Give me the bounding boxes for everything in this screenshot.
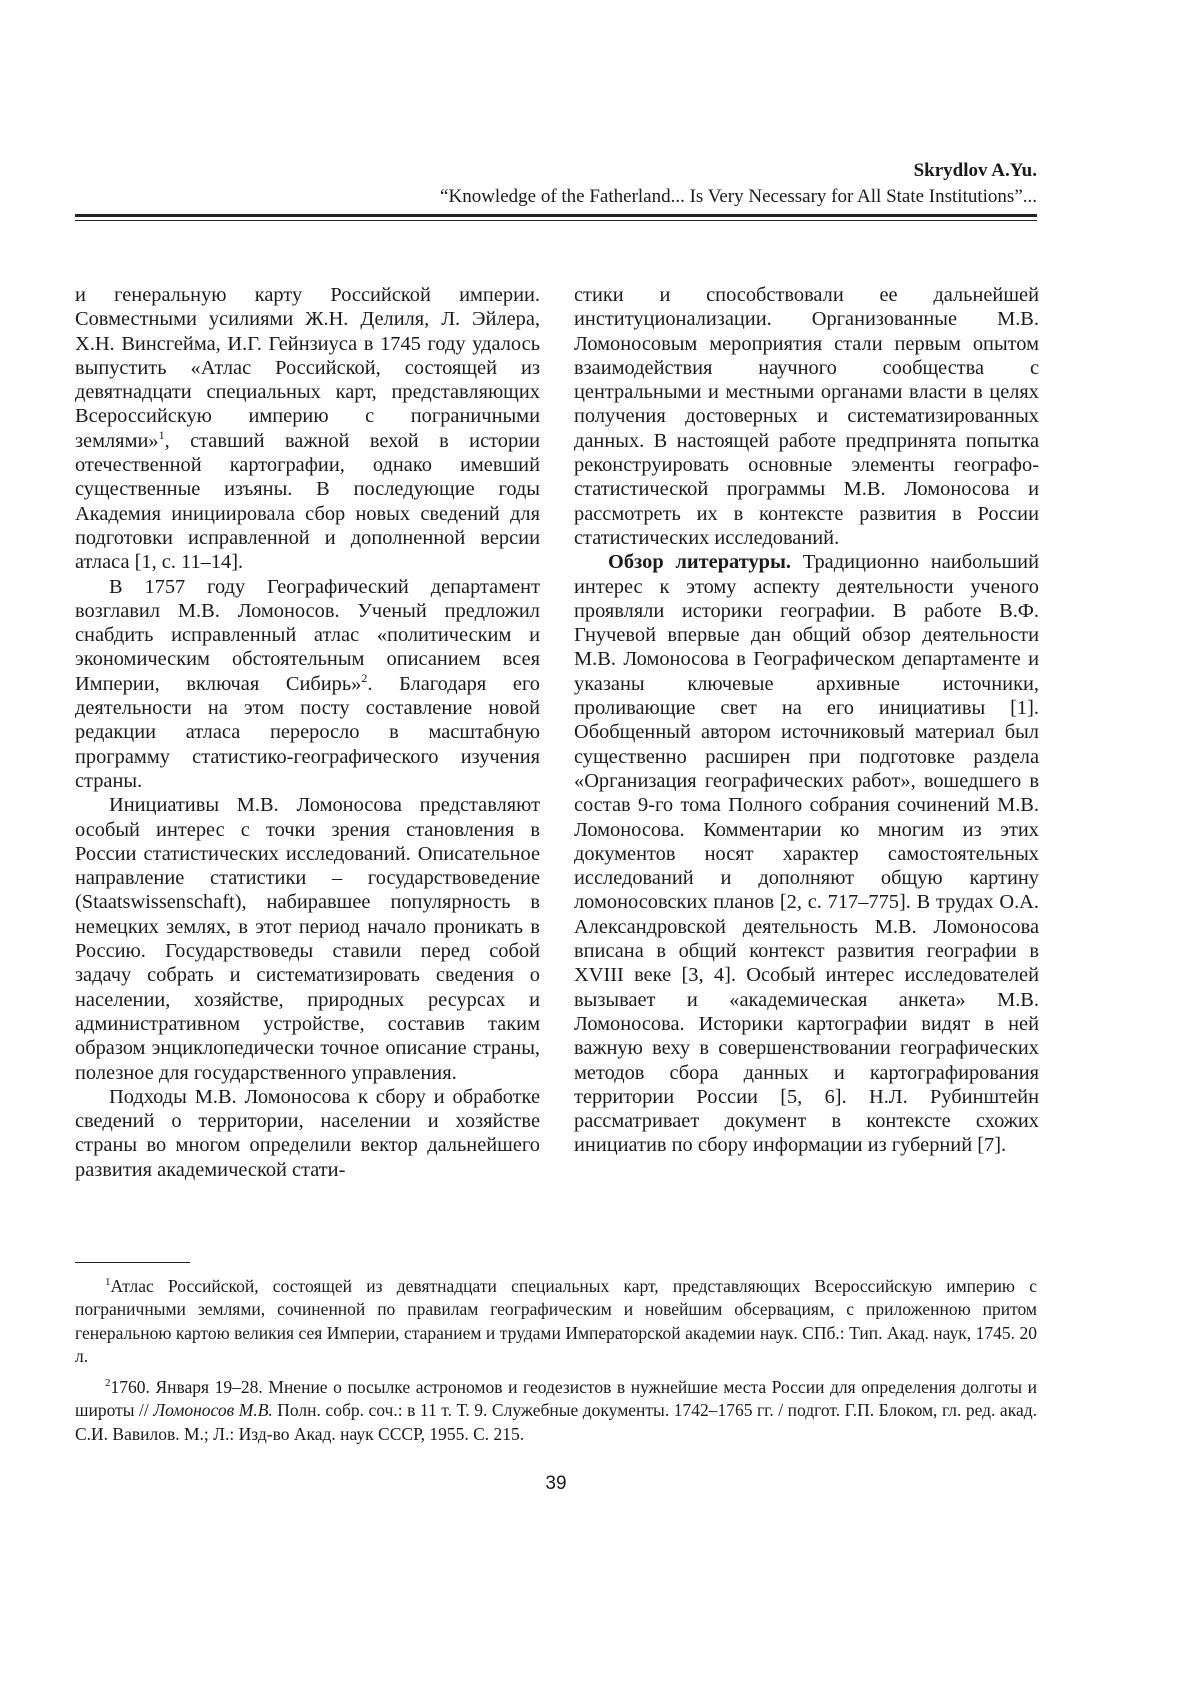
header-author: Skrydlov A.Yu. (913, 160, 1037, 181)
footnote-ref: 2 (361, 670, 368, 685)
paragraph (75, 283, 540, 575)
text: Традиционно наибольший интерес к этому аспекту деятельности ученого проявляли историки географии. В работе В.Ф. Гнучевой впервые дан общий обзор деятельности М.В. Ломоносова в Географическом департаменте и указаны ключевые архивные источники, проливающие свет на его инициативы [1]. Обобщенный автором источниковый материал был существенно расширен при подготовке раздела «Организация географических работ», вошедшего в состав 9-го тома Полного собрания сочинений М.В. Ломоносова. Комментарии ко многим из этих документов носят характер самостоятельных исследований и дополняют общую картину ломоносовских планов [2, с. 717–775]. В трудах О.А. Александровской деятельность М.В. Ломоносова вписана в общий контекст развития географии в XVIII веке [3, 4]. Особый интерес исследователей вызывает и «академическая анкета» М.В. Ломоносова. Историки картографии видят в ней важную веху в совершенствовании географических методов сбора данных и картографирования территории России [5, 6]. Н.Л. Рубинштейн рассматривает документ в контексте схожих инициатив по сбору информации из губерний [7]. (574, 551, 1040, 1157)
footnote-2 (75, 1376, 1037, 1446)
footnote-text: 1760. Января 19–28. Мнение о посылке астрономов и геодезистов в нужнейшие места России для определения долготы и широты // (75, 1377, 1037, 1421)
paragraph: стики и способствовали ее дальнейшей институционализации. Организованные М.В. Ломоносовым мероприятия стали первым опытом взаимодействия научного сообщества с центральными и местными органами власти в целях получения достоверных и систематизированных данных. В настоящей работе предпринята попытка реконструировать основные элементы географо-статистической программы М.В. Ломоносова и рассмотреть их в контексте развития в России статистических исследований. (574, 284, 1039, 549)
text: и генеральную карту Российской империи. Совместными усилиями Ж.Н. Делиля, Л. Эйлера, Х.Н. Винсгейма, И.Г. Гейнзиуса в 1745 году удалось выпустить «Атлас Российской, состоящей из девятнадцати специальных карт, представляющих Всероссийскую империю с пограничными землями» (75, 284, 540, 452)
footnotes (75, 1275, 1037, 1454)
footnote-ref: 1 (158, 427, 165, 442)
left-column (75, 283, 540, 1182)
footnote-author: Ломоносов М.В. (153, 1400, 273, 1421)
footnote-1 (75, 1275, 1037, 1368)
footnote-number: 1 (105, 1276, 111, 1289)
paragraph (574, 550, 1039, 1157)
header-rule-thick (75, 214, 1037, 217)
header-title: “Knowledge of the Fatherland... Is Very Necessary for All State Institutions”... (440, 186, 1037, 207)
paragraph: Инициативы М.В. Ломоносова представляют особый интерес с точки зрения становления в России статистических исследований. Описательное направление статистики – государствоведение (Staatswissenschaft), набиравшее популярность в немецких землях, в этот период начало проникать в Россию. Государствоведы ставили перед собой задачу собрать и систематизировать сведения о населении, хозяйстве, природных ресурсах и административном устройстве, составив таким образом энциклопедически точное описание страны, полезное для государственного управления. (75, 794, 540, 1084)
footnote-number: 2 (105, 1377, 111, 1390)
page-number: 39 (545, 1473, 567, 1494)
footnote-text: Атлас Российской, состоящей из девятнадцати специальных карт, представляющих Всероссийскую империю с пограничными землями, сочиненной по правилам географическим и новейшим обсервациям, с приложенною притом генеральною картою великия сея Империи, старанием и трудами Императорской академии наук. СПб.: Тип. Акад. наук, 1745. 20 л. (75, 1276, 1037, 1366)
header-rule-thin (75, 220, 1037, 221)
text: . Благодаря его деятельности на этом посту составление новой редакции атласа переросло в масштабную программу статистико-географического изучения страны. (75, 672, 540, 792)
right-column (574, 283, 1039, 1158)
footnote-separator (75, 1262, 190, 1263)
text: , ставший важной вехой в истории отечественной картографии, однако имевший существенные изъяны. В последующие годы Академия инициировала сбор новых сведений для подготовки исправленной и дополненной версии атласа [1, с. 11–14]. (75, 429, 540, 574)
running-header (75, 158, 1037, 210)
paragraph (75, 575, 540, 794)
footnote-text: Полн. собр. соч.: в 11 т. Т. 9. Служебные документы. 1742–1765 гг. / подгот. Г.П. Блоком, гл. ред. акад. С.И. Вавилов. М.; Л.: Изд-во Акад. наук СССР, 1955. С. 215. (75, 1400, 1037, 1444)
section-heading: Обзор литературы. (608, 551, 792, 574)
text: В 1757 году Географический департамент возглавил М.В. Ломоносов. Ученый предложил снабдить исправленный атлас «политическим и экономическим обстоятельным описанием всея Империи, включая Сибирь» (75, 575, 540, 695)
paragraph: Подходы М.В. Ломоносова к сбору и обработке сведений о территории, населении и хозяйстве страны во многом определили вектор дальнейшего развития академической стати- (75, 1085, 540, 1181)
